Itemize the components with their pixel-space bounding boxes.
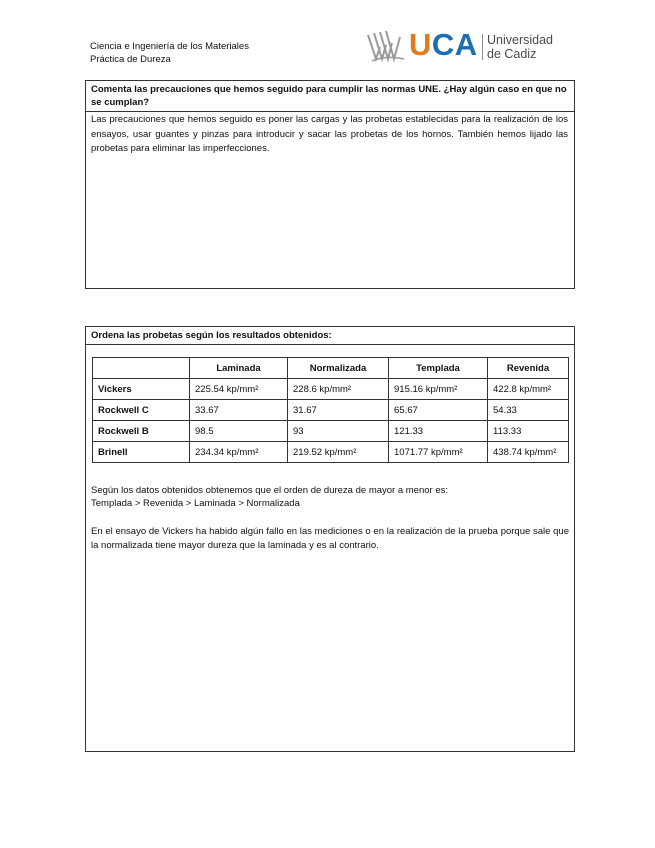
row-label-rockwell-b: Rockwell B bbox=[93, 421, 190, 442]
university-logo bbox=[366, 29, 566, 65]
university-name-line1: Universidad bbox=[487, 33, 554, 47]
vickers-comment: En el ensayo de Vickers ha habido algún fallo en las mediciones o en la realización de la prueba porque sale que la normalizada tiene mayor dureza que la laminada y es al contrario. bbox=[91, 526, 569, 551]
university-name-line2: de Cadiz bbox=[487, 47, 537, 61]
uca-acronym-text: UCA bbox=[409, 27, 478, 62]
row-label-brinell: Brinell bbox=[93, 442, 190, 463]
table-cell: 219.52 kp/mm² bbox=[288, 442, 389, 463]
column-header-laminada: Laminada bbox=[190, 358, 288, 379]
table-cell: 54.33 bbox=[488, 400, 569, 421]
logo-divider bbox=[482, 34, 483, 60]
course-title: Ciencia e Ingeniería de los Materiales bbox=[90, 41, 249, 52]
column-header-normalizada: Normalizada bbox=[288, 358, 389, 379]
precautions-answer: Las precauciones que hemos seguido es poner las cargas y las probetas establecidas para la realización de los ensayos, usar guantes y pinzas para introducir y sacar las probetas de los hornos. También hemos lijado las probetas para eliminar las imperfecciones. bbox=[91, 114, 568, 154]
table-row bbox=[93, 442, 569, 463]
ranking-question: Ordena las probetas según los resultados obtenidos: bbox=[86, 327, 574, 345]
table-cell: 121.33 bbox=[389, 421, 488, 442]
uca-acronym bbox=[409, 27, 478, 63]
column-header-revenida: Revenida bbox=[488, 358, 569, 379]
table-cell: 225.54 kp/mm² bbox=[190, 379, 288, 400]
table-cell: 915.16 kp/mm² bbox=[389, 379, 488, 400]
precautions-question: Comenta las precauciones que hemos seguido para cumplir las normas UNE. ¿Hay algún caso en que no se cumplan? bbox=[86, 81, 574, 112]
practice-title: Práctica de Dureza bbox=[90, 54, 171, 65]
table-cell: 31.67 bbox=[288, 400, 389, 421]
table-row bbox=[93, 379, 569, 400]
table-row bbox=[93, 421, 569, 442]
document-header bbox=[90, 40, 249, 66]
table-cell: 438.74 kp/mm² bbox=[488, 442, 569, 463]
table-cell: 113.33 bbox=[488, 421, 569, 442]
hardness-order-paragraph bbox=[91, 484, 569, 510]
column-header-templada: Templada bbox=[389, 358, 488, 379]
ranking-box bbox=[85, 326, 575, 752]
table-cell: 33.67 bbox=[190, 400, 288, 421]
table-cell: 422.8 kp/mm² bbox=[488, 379, 569, 400]
precautions-box bbox=[85, 80, 575, 289]
table-row bbox=[93, 400, 569, 421]
table-cell: 93 bbox=[288, 421, 389, 442]
table-cell: 98.5 bbox=[190, 421, 288, 442]
table-cell: 234.34 kp/mm² bbox=[190, 442, 288, 463]
row-label-rockwell-c: Rockwell C bbox=[93, 400, 190, 421]
table-cell: 228.6 kp/mm² bbox=[288, 379, 389, 400]
university-name bbox=[487, 33, 553, 61]
table-cell: 65.67 bbox=[389, 400, 488, 421]
hardness-order-result: Templada > Revenida > Laminada > Normalizada bbox=[91, 498, 300, 509]
uca-emblem-icon bbox=[366, 29, 406, 65]
row-label-vickers: Vickers bbox=[93, 379, 190, 400]
table-corner-cell bbox=[93, 358, 190, 379]
hardness-results-table bbox=[92, 357, 569, 463]
hardness-order-intro: Según los datos obtenidos obtenemos que el orden de dureza de mayor a menor es: bbox=[91, 485, 449, 496]
table-cell: 1071.77 kp/mm² bbox=[389, 442, 488, 463]
table-header-row bbox=[93, 358, 569, 379]
